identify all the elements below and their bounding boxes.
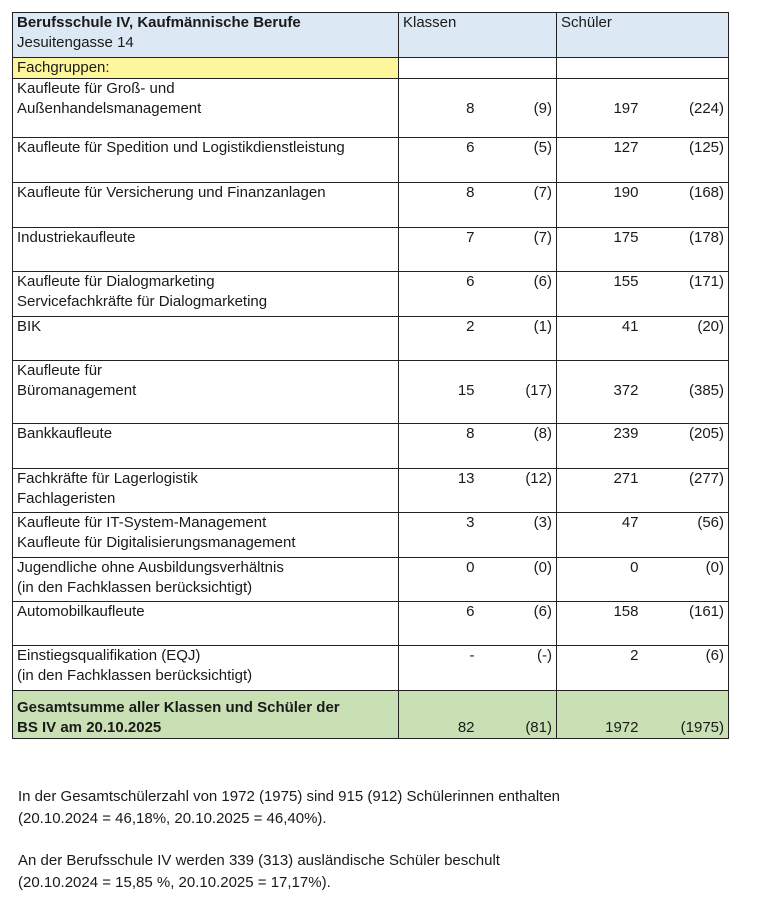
klassen-prev-value: (9): [479, 79, 557, 138]
fachgruppe-name: [13, 183, 399, 228]
schueler-value: 0: [557, 558, 643, 602]
fachgruppe-name: [13, 646, 399, 691]
table-row: [13, 317, 729, 361]
table-header-row: [13, 13, 729, 58]
schueler-prev-value: (56): [643, 513, 729, 558]
total-klassen-prev: (81): [479, 691, 557, 739]
fachgruppe-line1: Einstiegsqualifikation (EQJ): [17, 647, 201, 664]
klassen-value: -: [399, 646, 479, 691]
klassen-value: 6: [399, 602, 479, 646]
fachgruppe-name: [13, 272, 399, 317]
fachgruppe-line1: Kaufleute für Groß- und: [17, 80, 175, 97]
schueler-value: 155: [557, 272, 643, 317]
fachgruppe-name: [13, 317, 399, 361]
note-text: (20.10.2024 = 46,18%, 20.10.2025 = 46,40%).: [18, 810, 327, 827]
total-label-line1: Gesamtsumme aller Klassen und Schüler der: [17, 699, 340, 716]
klassen-value: 15: [399, 361, 479, 424]
fachgruppe-line1: Kaufleute für Spedition und Logistikdienstleistung: [17, 139, 345, 156]
fachgruppe-line2: (in den Fachklassen berücksichtigt): [17, 667, 253, 684]
fachgruppe-line1: Bankkaufleute: [17, 425, 113, 442]
klassen-prev-value: (1): [479, 317, 557, 361]
school-address: Jesuitengasse 14: [17, 34, 134, 51]
schueler-prev-value: (0): [643, 558, 729, 602]
schueler-value: 158: [557, 602, 643, 646]
table-row: [13, 646, 729, 691]
schueler-prev-value: (385): [643, 361, 729, 424]
fachgruppe-name: [13, 424, 399, 469]
fachgruppe-name: [13, 361, 399, 424]
fachgruppe-line1: Industriekaufleute: [17, 229, 136, 246]
schueler-value: 239: [557, 424, 643, 469]
fachgruppe-line1: Kaufleute für Versicherung und Finanzanlagen: [17, 184, 326, 201]
fachgruppe-line1: Jugendliche ohne Ausbildungsverhältnis: [17, 559, 284, 576]
school-name: Berufsschule IV, Kaufmännische Berufe: [17, 14, 301, 31]
schueler-prev-value: (178): [643, 228, 729, 272]
fachgruppe-line1: Kaufleute für Dialogmarketing: [17, 273, 215, 290]
fachgruppe-line2: Kaufleute für Digitalisierungsmanagement: [17, 534, 296, 551]
table-row: [13, 138, 729, 183]
fachgruppe-name: [13, 138, 399, 183]
klassen-prev-value: (7): [479, 183, 557, 228]
schueler-value: 190: [557, 183, 643, 228]
klassen-prev-value: (8): [479, 424, 557, 469]
total-schueler: 1972: [557, 691, 643, 739]
klassen-prev-value: (12): [479, 469, 557, 513]
klassen-value: 8: [399, 183, 479, 228]
schueler-prev-value: (277): [643, 469, 729, 513]
schueler-value: 2: [557, 646, 643, 691]
schueler-prev-value: (168): [643, 183, 729, 228]
statistics-table: [12, 12, 729, 739]
schueler-value: 271: [557, 469, 643, 513]
klassen-prev-value: (17): [479, 361, 557, 424]
klassen-value: 2: [399, 317, 479, 361]
total-label-line2: BS IV am 20.10.2025: [17, 719, 162, 736]
klassen-prev-value: (6): [479, 602, 557, 646]
fachgruppen-label: Fachgruppen:: [13, 58, 399, 79]
total-klassen: 82: [399, 691, 479, 739]
fachgruppe-line1: Fachkräfte für Lagerlogistik: [17, 470, 198, 487]
schueler-header: Schüler: [557, 13, 729, 58]
fachgruppe-line2: Außenhandelsmanagement: [17, 100, 202, 117]
total-label: [13, 691, 399, 739]
klassen-prev-value: (-): [479, 646, 557, 691]
schueler-prev-value: (125): [643, 138, 729, 183]
note-text: (20.10.2024 = 15,85 %, 20.10.2025 = 17,17%).: [18, 874, 331, 891]
schueler-prev-value: (6): [643, 646, 729, 691]
fachgruppe-line2: Fachlageristen: [17, 490, 116, 507]
klassen-prev-value: (5): [479, 138, 557, 183]
klassen-value: 8: [399, 424, 479, 469]
fachgruppe-line2: Servicefachkräfte für Dialogmarketing: [17, 293, 268, 310]
klassen-value: 13: [399, 469, 479, 513]
table-row: [13, 469, 729, 513]
schueler-value: 197: [557, 79, 643, 138]
fachgruppe-name: [13, 513, 399, 558]
foreign-students-note: [18, 850, 560, 894]
schueler-prev-value: (205): [643, 424, 729, 469]
fachgruppe-line2: Büromanagement: [17, 382, 137, 399]
female-students-note: [18, 786, 560, 830]
schueler-value: 175: [557, 228, 643, 272]
table-row: [13, 513, 729, 558]
fachgruppe-line2: (in den Fachklassen berücksichtigt): [17, 579, 253, 596]
note-text: An der Berufsschule IV werden 339 (313) ausländische Schüler beschult: [18, 852, 500, 869]
fachgruppe-line1: BIK: [17, 318, 42, 335]
klassen-header: Klassen: [399, 13, 557, 58]
schueler-value: 127: [557, 138, 643, 183]
table-row: [13, 361, 729, 424]
fachgruppe-line1: Kaufleute für IT-System-Management: [17, 514, 267, 531]
total-schueler-prev: (1975): [643, 691, 729, 739]
table-row: [13, 602, 729, 646]
klassen-value: 0: [399, 558, 479, 602]
fachgruppe-name: [13, 602, 399, 646]
notes-section: [18, 786, 560, 914]
fachgruppen-row: [13, 58, 729, 79]
klassen-prev-value: (3): [479, 513, 557, 558]
fachgruppe-name: [13, 558, 399, 602]
schueler-value: 41: [557, 317, 643, 361]
klassen-value: 8: [399, 79, 479, 138]
schueler-value: 47: [557, 513, 643, 558]
table-row: [13, 228, 729, 272]
klassen-prev-value: (7): [479, 228, 557, 272]
fachgruppe-line1: Kaufleute für: [17, 362, 103, 379]
klassen-prev-value: (6): [479, 272, 557, 317]
table-row: [13, 79, 729, 138]
klassen-prev-value: (0): [479, 558, 557, 602]
schueler-value: 372: [557, 361, 643, 424]
table-row: [13, 424, 729, 469]
fachgruppe-name: [13, 228, 399, 272]
fachgruppe-name: [13, 469, 399, 513]
school-header-cell: [13, 13, 399, 58]
klassen-value: 6: [399, 138, 479, 183]
schueler-prev-value: (171): [643, 272, 729, 317]
table-row: [13, 272, 729, 317]
note-text: In der Gesamtschülerzahl von 1972 (1975) sind 915 (912) Schülerinnen enthalten: [18, 788, 561, 805]
schueler-prev-value: (161): [643, 602, 729, 646]
fachgruppe-line1: Automobilkaufleute: [17, 603, 145, 620]
klassen-value: 6: [399, 272, 479, 317]
total-row: [13, 691, 729, 739]
klassen-value: 3: [399, 513, 479, 558]
klassen-value: 7: [399, 228, 479, 272]
table-row: [13, 558, 729, 602]
table-row: [13, 183, 729, 228]
schueler-prev-value: (224): [643, 79, 729, 138]
schueler-prev-value: (20): [643, 317, 729, 361]
fachgruppe-name: [13, 79, 399, 138]
